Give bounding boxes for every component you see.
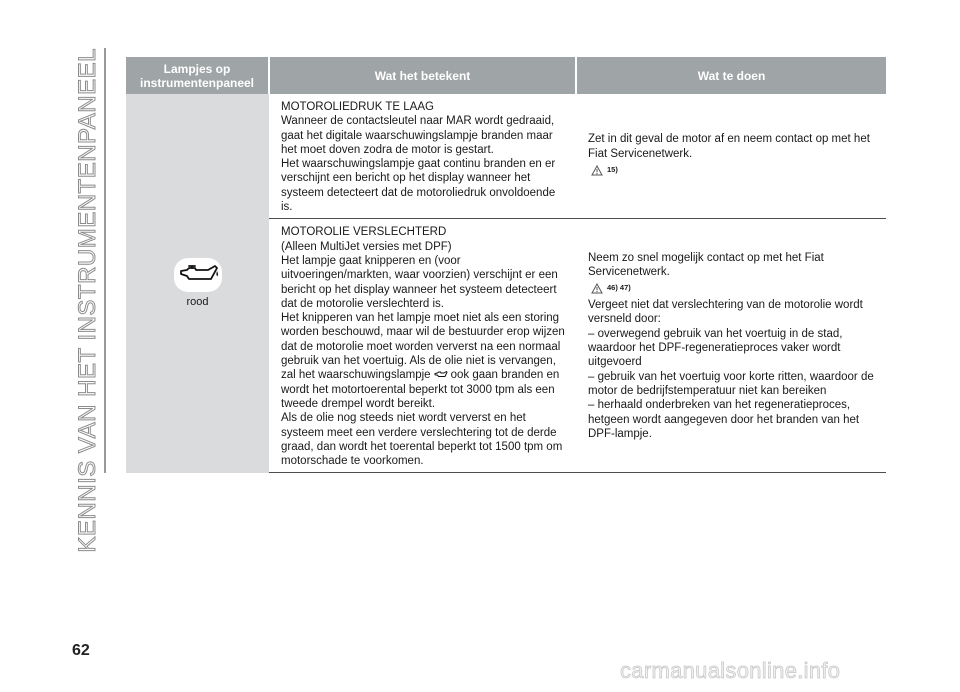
action-cell bbox=[576, 219, 886, 473]
meaning-text: ook gaan branden en wordt het motortoerental beperkt tot 3000 tpm als een tweede drempel wordt bereikt. bbox=[281, 369, 560, 410]
oil-can-icon bbox=[434, 369, 448, 379]
meaning-paragraph: Als de olie nog steeds niet wordt ververst en het systeem meet een verdere verslechtering tot de derde graad, dan wordt het toerental beperkt tot 1500 tpm om motorschade te voorkomen. bbox=[281, 412, 563, 468]
lamp-cell bbox=[126, 94, 269, 473]
watermark: carmanualsonline.info bbox=[620, 658, 841, 683]
list-item: – overwegend gebruik van het voertuig in de stad, waardoor het DPF-regeneratieproces vaker wordt uitgevoerd bbox=[588, 327, 843, 369]
warning-triangle-icon bbox=[591, 283, 603, 294]
meaning-title: MOTOROLIEDRUK TE LAAG bbox=[281, 101, 434, 113]
meaning-paragraph bbox=[281, 311, 568, 411]
meaning-cell bbox=[269, 219, 576, 473]
warning-lamp-table bbox=[126, 57, 886, 473]
section-title-text: KENNIS VAN HET INSTRUMENTENPANEEL bbox=[74, 48, 101, 553]
page-number: 62 bbox=[72, 642, 90, 659]
meaning-title: MOTOROLIE VERSLECHTERD bbox=[281, 226, 447, 239]
reference-numbers: 46) 47) bbox=[607, 283, 631, 293]
warning-reference bbox=[591, 163, 618, 177]
reference-numbers: 15) bbox=[607, 165, 618, 175]
section-side-title bbox=[74, 48, 102, 553]
warning-triangle-icon bbox=[591, 165, 603, 176]
meaning-text: Het knipperen van het lampje moet niet als een storing worden beschouwd, maar wil de bestuurder erop wijzen dat de motorolie moet worden ververst na een normaal gebruik van het voertuig. Als de olie niet is vervangen, zal het waarschuwingslampje bbox=[281, 312, 565, 382]
header-lamps: Lampjes op instrumentenpaneel bbox=[126, 57, 269, 94]
lamp-color-label: rood bbox=[186, 296, 209, 309]
action-text: Zet in dit geval de motor af en neem contact op met het Fiat Servicenetwerk. bbox=[588, 133, 870, 160]
warning-reference bbox=[591, 281, 631, 295]
header-meaning: Wat het betekent bbox=[269, 57, 576, 94]
meaning-subtitle: (Alleen MultiJet versies met DPF) bbox=[281, 240, 452, 253]
list-item: – herhaald onderbreken van het regeneratieproces, hetgeen wordt aangegeven door het branden van het DPF-lampje. bbox=[588, 399, 860, 440]
action-text: Vergeet niet dat verslechtering van de motorolie wordt versneld door: bbox=[588, 299, 863, 326]
table-row bbox=[126, 94, 886, 219]
meaning-cell bbox=[269, 94, 576, 219]
header-action: Wat te doen bbox=[576, 57, 886, 94]
section-divider bbox=[104, 48, 106, 473]
table-header-row bbox=[126, 57, 886, 94]
list-item: – gebruik van het voertuig voor korte ritten, waardoor de motor de bedrijfstemperatuur niet kan bereiken bbox=[588, 370, 874, 397]
oil-can-icon bbox=[173, 257, 223, 293]
meaning-paragraph: Het waarschuwingslampje gaat continu branden en er verschijnt een bericht op het display wanneer het systeem detecteert dat de motoroliedruk onvoldoende is. bbox=[281, 158, 556, 214]
meaning-paragraph: Wanneer de contactsleutel naar MAR wordt gedraaid, gaat het digitale waarschuwingslampje branden maar het moet doven zodra de motor is gestart. bbox=[281, 115, 555, 156]
action-text: Neem zo snel mogelijk contact op met het Fiat Servicenetwerk. bbox=[588, 251, 824, 278]
meaning-paragraph: Het lampje gaat knipperen en (voor uitvoeringen/markten, waar voorzien) verschijnt er een bericht op het display wanneer het systeem detecteert dat de motorolie verslechterd is. bbox=[281, 254, 558, 310]
action-cell bbox=[576, 94, 886, 219]
